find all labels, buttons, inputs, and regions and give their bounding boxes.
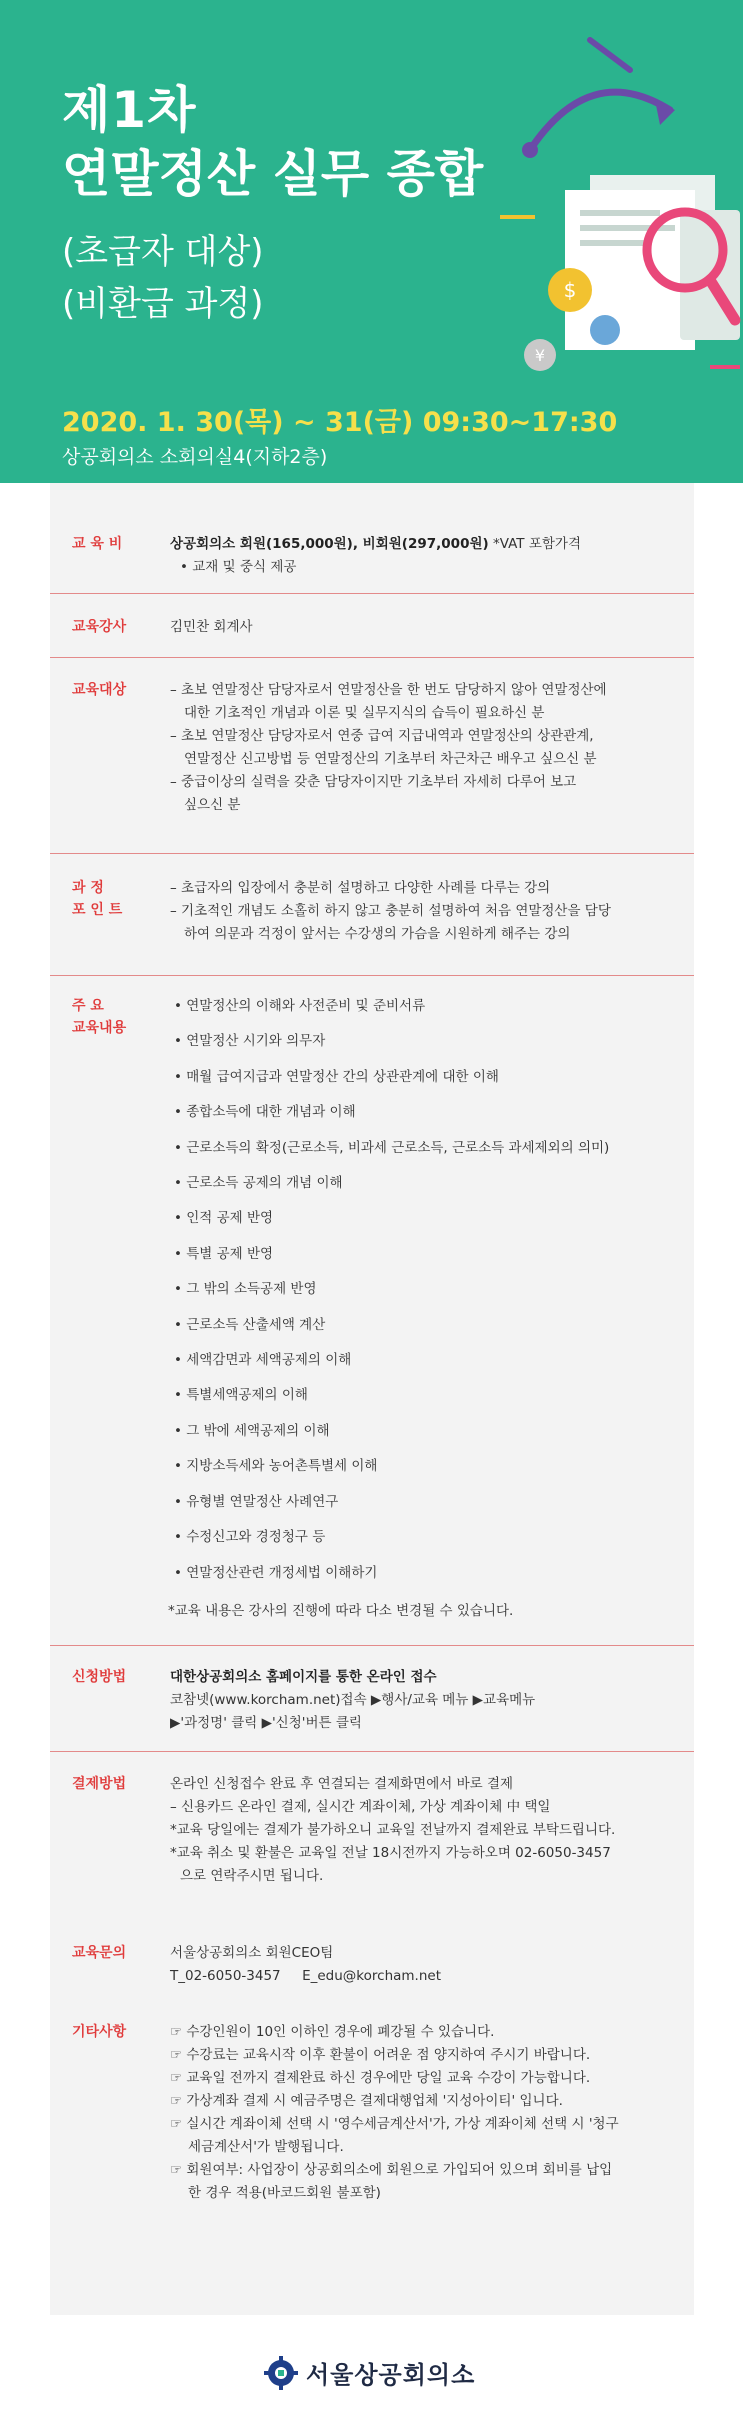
contents-item: • 특별 공제 반영: [174, 1245, 274, 1262]
contents-item: • 그 밖에 세액공제의 이해: [174, 1422, 330, 1439]
subtitle-line2: (비환급 과정): [62, 284, 264, 324]
svg-text:$: $: [563, 278, 577, 302]
fee-includes: • 교재 및 중식 제공: [180, 559, 297, 575]
etc-label: 기타사항: [72, 2024, 127, 2040]
apply-headline: 대한상공회의소 홈페이지를 통한 온라인 접수: [170, 1669, 437, 1685]
point-line: 하여 의문과 걱정이 앞서는 수강생의 가슴을 시원하게 해주는 강의: [184, 926, 571, 942]
payment-line: – 신용카드 온라인 결제, 실시간 계좌이체, 가상 계좌이체 中 택일: [170, 1799, 551, 1815]
point-line: – 기초적인 개념도 소홀히 하지 않고 충분히 설명하여 처음 연말정산을 담당: [170, 903, 611, 919]
target-line: – 중급이상의 실력을 갖춘 담당자이지만 기초부터 자세히 다루어 보고: [170, 774, 577, 790]
contents-item: • 유형별 연말정산 사례연구: [174, 1493, 339, 1510]
target-line: 싶으신 분: [184, 797, 241, 813]
event-date: 2020. 1. 30(목) ~ 31(금) 09:30~17:30: [62, 407, 618, 438]
payment-line: *교육 취소 및 환불은 교육일 전날 18시전까지 가능하오며 02-6050-3457: [170, 1845, 611, 1861]
fee-amount: 상공회의소 회원(165,000원), 비회원(297,000원): [170, 536, 489, 552]
divider: [50, 975, 694, 976]
divider: [50, 1751, 694, 1752]
contents-list: [174, 989, 684, 1591]
contents-item: • 근로소득 산출세액 계산: [174, 1316, 326, 1333]
apply-value: [170, 1666, 680, 1735]
target-label: 교육대상: [72, 682, 127, 698]
divider: [50, 657, 694, 658]
point-value: [170, 877, 680, 946]
footer: [0, 2315, 743, 2426]
apply-step: 코참넷(www.korcham.net)접속 ▶행사/교육 메뉴 ▶교육메뉴: [170, 1692, 536, 1708]
course-info-panel: [50, 483, 694, 2315]
contents-item: • 연말정산의 이해와 사전준비 및 준비서류: [174, 998, 426, 1014]
event-venue: 상공회의소 소회의실4(지하2층): [62, 446, 328, 468]
target-line: 연말정산 신고방법 등 연말정산의 기초부터 차근차근 배우고 싶으신 분: [184, 751, 597, 767]
subtitle-line1: (초급자 대상): [62, 232, 264, 272]
payment-line: *교육 당일에는 결제가 불가하오니 교육일 전날까지 결제완료 부탁드립니다.: [170, 1822, 616, 1838]
contents-note-text: *교육 내용은 강사의 진행에 따라 다소 변경될 수 있습니다.: [168, 1603, 514, 1619]
gear-icon: [264, 2356, 298, 2390]
etc-line: ☞ 회원여부: 사업장이 상공회의소에 회원으로 가입되어 있으며 회비를 납입: [170, 2162, 613, 2178]
instructor-value: [170, 616, 680, 639]
contents-item: • 특별세액공제의 이해: [174, 1387, 308, 1404]
etc-line: ☞ 가상계좌 결제 시 예금주명은 결제대행업체 '지성아이티' 입니다.: [170, 2093, 563, 2109]
point-line: – 초급자의 입장에서 충분히 설명하고 다양한 사례를 다루는 강의: [170, 880, 551, 896]
fee-label: 교 육 비: [72, 536, 123, 552]
contents-item: • 지방소득세와 농어촌특별세 이해: [174, 1458, 378, 1475]
etc-line: ☞ 교육일 전까지 결제완료 하신 경우에만 당일 교육 수강이 가능합니다.: [170, 2070, 591, 2086]
etc-line: ☞ 수강료는 교육시작 이후 환불이 어려운 점 양지하여 주시기 바랍니다.: [170, 2047, 591, 2063]
contents-item: • 수정신고와 경정청구 등: [174, 1529, 326, 1546]
target-value: [170, 679, 680, 817]
etc-line: 세금계산서'가 발행됩니다.: [188, 2139, 344, 2155]
fee-value: [170, 533, 680, 579]
divider: [50, 593, 694, 594]
target-line: 대한 기초적인 개념과 이론 및 실무지식의 습득이 필요하신 분: [184, 705, 545, 721]
etc-line: ☞ 수강인원이 10인 이하인 경우에 폐강될 수 있습니다.: [170, 2024, 495, 2040]
etc-value: [170, 2021, 680, 2205]
payment-label: 결제방법: [72, 1776, 127, 1792]
apply-step: ▶'과정명' 클릭 ▶'신청'버튼 클릭: [170, 1715, 362, 1731]
title-line2: 연말정산 실무 종합: [62, 145, 484, 203]
payment-value: [170, 1773, 680, 1888]
target-line: – 초보 연말정산 담당자로서 연말정산을 한 번도 담당하지 않아 연말정산에: [170, 682, 607, 698]
etc-line: 한 경우 적용(바코드회원 불포함): [188, 2185, 381, 2201]
chamber-logo: [264, 2355, 475, 2390]
point-label-line1: 과 정: [72, 880, 104, 896]
contents-label-line2: 교육내용: [72, 1020, 127, 1036]
instructor-name: 김민찬 회계사: [170, 619, 253, 635]
contents-note: [168, 1600, 678, 1623]
contents-item: • 연말정산관련 개정세법 이해하기: [174, 1564, 378, 1581]
etc-line: ☞ 실시간 계좌이체 선택 시 '영수세금계산서'가, 가상 계좌이체 선택 시 '청구: [170, 2116, 619, 2132]
point-label-line2: 포 인 트: [72, 902, 123, 918]
contents-item: • 근로소득의 확정(근로소득, 비과세 근로소득, 근로소득 과세제외의 의미): [174, 1139, 610, 1156]
point-label: [72, 877, 122, 921]
title-line1: 제1차: [62, 81, 197, 139]
contents-item: • 그 밖의 소득공제 반영: [174, 1281, 317, 1298]
divider: [50, 1645, 694, 1646]
svg-text:¥: ¥: [534, 346, 546, 365]
contents-item: • 인적 공제 반영: [174, 1210, 274, 1227]
contents-item: • 종합소득에 대한 개념과 이해: [174, 1104, 356, 1121]
inquiry-value: [170, 1942, 680, 1988]
hero-banner: [0, 0, 743, 483]
contents-item: • 매월 급여지급과 연말정산 간의 상관관계에 대한 이해: [174, 1068, 499, 1085]
target-line: – 초보 연말정산 담당자로서 연중 급여 지급내역과 연말정산의 상관관계,: [170, 728, 594, 744]
divider: [50, 853, 694, 854]
payment-line: 으로 연락주시면 됩니다.: [180, 1868, 324, 1884]
contents-label: [72, 995, 126, 1039]
inquiry-team: 서울상공회의소 회원CEO팀: [170, 1945, 334, 1961]
logo-text: 서울상공회의소: [306, 2361, 476, 2389]
contents-item: • 근로소득 공제의 개념 이해: [174, 1175, 343, 1192]
instructor-label: 교육강사: [72, 619, 127, 635]
inquiry-contact: T_02-6050-3457 E_edu@korcham.net: [170, 1968, 441, 1984]
contents-item: • 연말정산 시기와 의무자: [174, 1033, 326, 1050]
contents-item: • 세액감면과 세액공제의 이해: [174, 1352, 352, 1369]
inquiry-label: 교육문의: [72, 1945, 127, 1961]
contents-label-line1: 주 요: [72, 998, 104, 1014]
vat-note: *VAT 포함가격: [488, 536, 581, 552]
document-illustration: [470, 0, 743, 483]
apply-label: 신청방법: [72, 1669, 127, 1685]
payment-line: 온라인 신청접수 완료 후 연결되는 결제화면에서 바로 결제: [170, 1776, 514, 1792]
